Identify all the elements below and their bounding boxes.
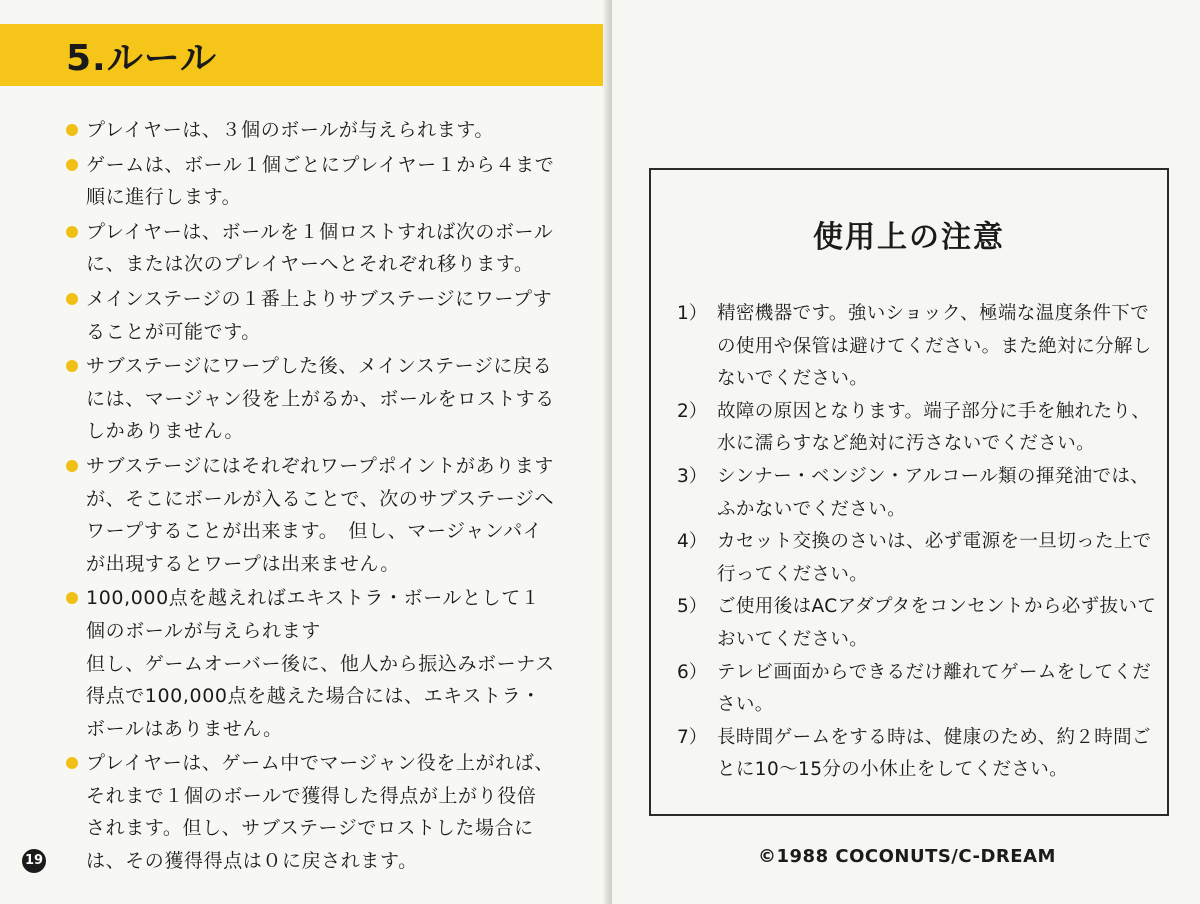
rule-item	[66, 283, 556, 348]
page-number: 19	[22, 849, 46, 873]
rule-text: サブステージにワープした後、メインステージに戻るには、マージャン役を上がるか、ボールをロストするしかありません。	[86, 355, 555, 443]
notice-item	[677, 591, 1163, 656]
notice-title: 使用上の注意	[813, 220, 1005, 255]
rule-text: サブステージにはそれぞれワープポイントがありますが、そこにボールが入ることで、次のサブステージへワープすることが出来ます。 但し、マージャンパイが出現するとワープは出来ません。	[86, 454, 555, 575]
notice-number: 3）	[677, 465, 708, 487]
bullet-dot-icon	[66, 293, 78, 305]
rule-note: 但し、ゲームオーバー後に、他人から振込みボーナス得点で100,000点を越えた場合には、エキストラ・ボールはありません。	[86, 652, 555, 740]
notice-number: 5）	[677, 596, 708, 618]
notice-item	[677, 461, 1163, 526]
notice-number: 2）	[677, 400, 708, 422]
notice-text: シンナー・ベンジン・アルコール類の揮発油では、ふかないでください。	[717, 465, 1150, 520]
rule-text: プレイヤーは、ボールを１個ロストすれば次のボールに、または次のプレイヤーへとそれぞれ移ります。	[86, 220, 554, 276]
rule-text: ゲームは、ボール１個ごとにプレイヤー１から４まで順に進行します。	[86, 153, 555, 209]
bullet-dot-icon	[66, 226, 78, 238]
notice-list	[677, 298, 1163, 787]
copyright-notice: ©1988 COCONUTS/C-DREAM	[758, 846, 1056, 867]
notice-item	[677, 526, 1163, 591]
notice-number: 6）	[677, 661, 708, 683]
notice-text: 故障の原因となります。端子部分に手を触れたり、水に濡らすなど絶対に汚さないでください。	[717, 400, 1151, 455]
notice-item	[677, 722, 1163, 787]
notice-item	[677, 657, 1163, 722]
notice-text: テレビ画面からできるだけ離れてゲームをしてください。	[717, 661, 1152, 716]
notice-text: 長時間ゲームをする時は、健康のため、約２時間ごとに10～15分の小休止をしてください。	[717, 726, 1151, 781]
notice-text: カセット交換のさいは、必ず電源を一旦切った上で行ってください。	[717, 531, 1152, 585]
rule-item	[66, 747, 556, 877]
rule-item	[66, 350, 556, 448]
rule-item	[66, 114, 556, 147]
notice-number: 4）	[677, 531, 708, 553]
bullet-dot-icon	[66, 159, 78, 171]
rule-text: プレイヤーは、３個のボールが与えられます。	[86, 119, 494, 141]
bullet-dot-icon	[66, 592, 78, 604]
rule-item	[66, 149, 556, 214]
rule-text: メインステージの１番上よりサブステージにワープすることが可能です。	[86, 287, 553, 343]
notice-text: ご使用後はACアダプタをコンセントから必ず抜いておいてください。	[717, 596, 1157, 650]
bullet-dot-icon	[66, 360, 78, 372]
bullet-dot-icon	[66, 757, 78, 769]
notice-text: 精密機器です。強いショック、極端な温度条件下での使用や保管は避けてください。また絶対に分解しないでください。	[717, 303, 1152, 390]
notice-number: 7）	[677, 726, 708, 748]
rule-item	[66, 216, 556, 281]
bullet-dot-icon	[66, 460, 78, 472]
notice-item	[677, 298, 1163, 396]
notice-number: 1）	[677, 303, 708, 324]
bullet-dot-icon	[66, 124, 78, 136]
usage-notice-box	[649, 168, 1169, 816]
rule-item	[66, 450, 556, 580]
section-title: 5.ルール	[66, 38, 218, 79]
rule-item	[66, 582, 556, 745]
notice-item	[677, 396, 1163, 461]
rules-list	[66, 114, 556, 880]
rule-text: プレイヤーは、ゲーム中でマージャン役を上がれば、それまで１個のボールで獲得した得点が上がり役倍されます。但し、サブステージでロストした場合には、その獲得得点は０に戻されます。	[86, 752, 554, 873]
rule-text: 100,000点を越えればエキストラ・ボールとして１個のボールが与えられます	[86, 587, 541, 642]
